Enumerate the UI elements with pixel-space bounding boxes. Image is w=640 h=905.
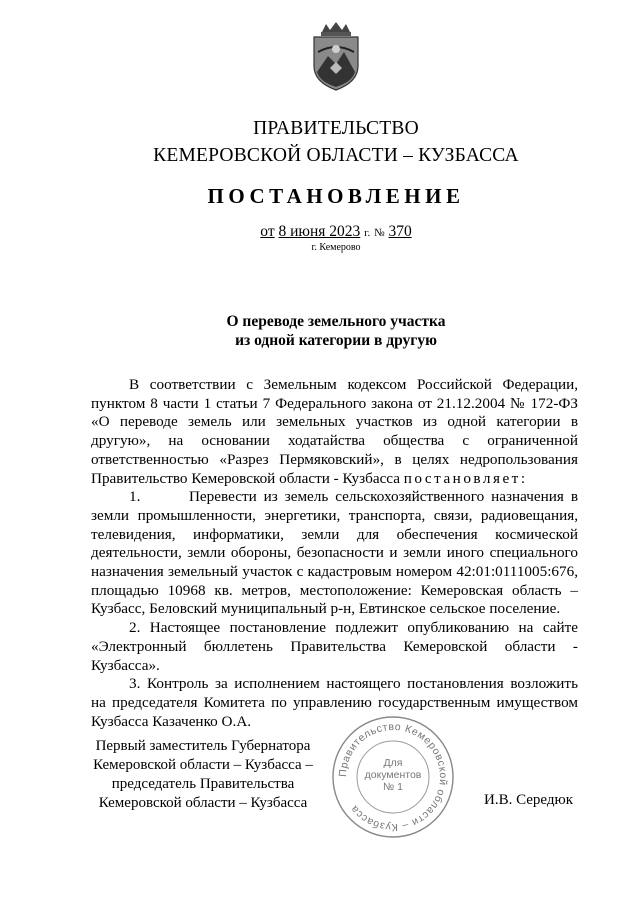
stamp-center-text [350,757,436,793]
decree-body [91,376,578,731]
position-line1: Первый заместитель Губернатора [95,738,311,754]
decree-subject [0,312,640,350]
position-line2: Кемеровской области – Кузбасса – [93,757,313,773]
item-1-text: Перевести из земель сельскохозяйственного назначения в земли промышленности, энергетики, транспорта, связи, радиовещания, телевидения, информатики, земли для обеспечения космической деятельности, земли обороны, безопасности и земли иного специального назначения земельный участок с кадастровым номером 42:01:0111005:676, площадью 10968 кв. метров, местоположение: Кемеровская область – Кузбасс, Беловский муниципальный р-н, Евтинское сельское поселение. [91,488,578,618]
decree-date-number [0,223,640,241]
number-sign: № [374,227,385,239]
stamp-line1: Для [383,757,403,769]
date-prefix: от [260,223,275,240]
item-1-number: 1. [129,488,141,506]
government-name-line1: ПРАВИТЕЛЬСТВО [253,118,419,139]
stamp-line2: документов [364,769,422,781]
decree-number: 370 [388,223,412,240]
document-type-title: ПОСТАНОВЛЕНИЕ [207,184,465,208]
subject-line1: О переводе земельного участка [226,313,446,330]
signatory-position [88,737,318,813]
stamp-ring-text: Правительство Кемеровской области – Кузбасса [336,720,450,834]
preamble-paragraph [91,376,578,488]
position-line3: председатель Правительства [111,776,295,792]
city: г. Кемерово [311,242,361,253]
item-2-paragraph: 2. Настоящее постановление подлежит опубликованию на сайте «Электронный бюллетень Правительства Кемеровской области - Кузбасса». [91,619,578,674]
preamble-verb: постановляет: [403,469,528,487]
position-line4: Кемеровской области – Кузбасса [98,795,308,811]
decree-date: 8 июня 2023 [278,223,361,240]
subject-line2: из одной категории в другую [235,332,437,349]
item-3-paragraph: 3. Контроль за исполнением настоящего постановления возложить на председателя Комитета по управлению государственным имуществом Кузбасса Казаченко О.А. [91,675,578,730]
year-suffix: г. [364,227,371,239]
item-1-paragraph [91,488,578,619]
stamp-line3: № 1 [382,781,404,793]
government-name-line2: КЕМЕРОВСКОЙ ОБЛАСТИ – КУЗБАССА [153,145,519,166]
coat-of-arms-icon [308,22,364,92]
preamble-text: В соответствии с Земельным кодексом Российской Федерации, пунктом 8 части 1 статьи 7 Федерального закона от 21.12.2004 № 172-ФЗ «О переводе земель или земельных участков из одной категории в другую», на основании ходатайства общества с ограниченной ответственностью «Разрез Пермяковский», в целях недропользования Правительство Кемеровской области - Кузбасса [91,376,578,487]
signatory-name: И.В. Середюк [484,792,574,808]
